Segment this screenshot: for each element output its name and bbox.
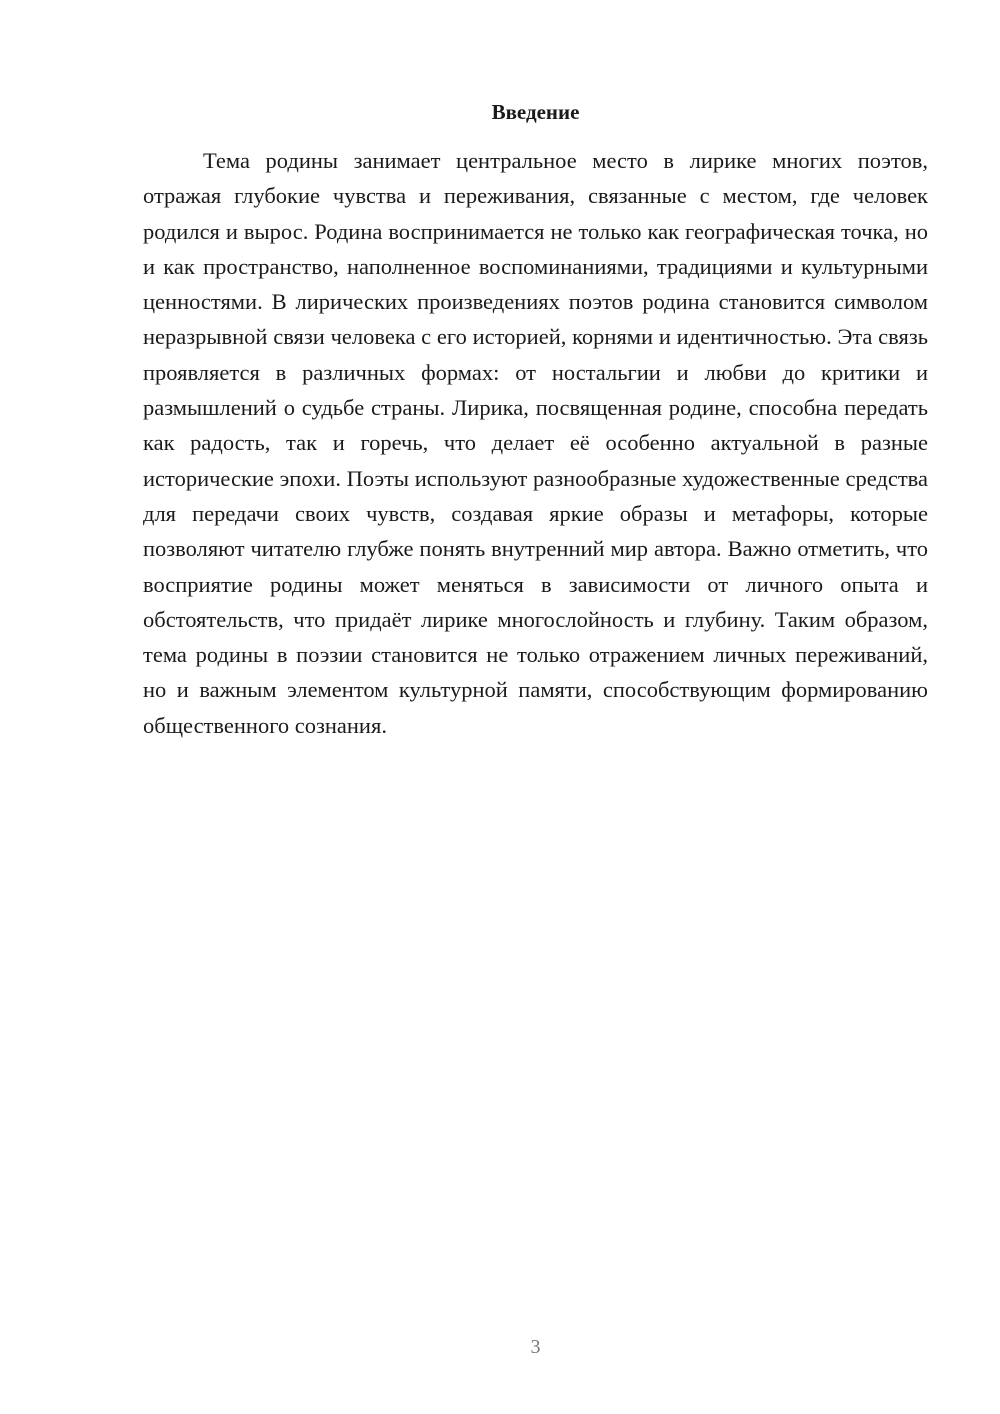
section-heading: Введение (491, 100, 580, 124)
page-number: 3 (530, 1336, 541, 1358)
body-paragraph: Тема родины занимает центральное место в лирике многих поэтов, отражая глубокие чувства и переживания, связанные с местом, где человек родился и вырос. Родина воспринимается не только как географическая точка, но и как пространство, наполненное воспоминаниями, традициями и культурными ценностями. В лирических произведениях поэтов родина становится символом неразрывной связи человека с его историей, корнями и идентичностью. Эта связь проявляется в различных формах: от ностальгии и любви до критики и размышлений о судьбе страны. Лирика, посвященная родине, способна передать как радость, так и горечь, что делает её особенно актуальной в разные исторические эпохи. Поэты используют разнообразные художественные средства для передачи своих чувств, создавая яркие образы и метафоры, которые позволяют читателю глубже понять внутренний мир автора. Важно отметить, что восприятие родины может меняться в зависимости от личного опыта и обстоятельств, что придаёт лирике многослойность и глубину. Таким образом, тема родины в поэзии становится не только отражением личных переживаний, но и важным элементом культурной памяти, способствующим формированию общественного сознания. (143, 148, 928, 738)
